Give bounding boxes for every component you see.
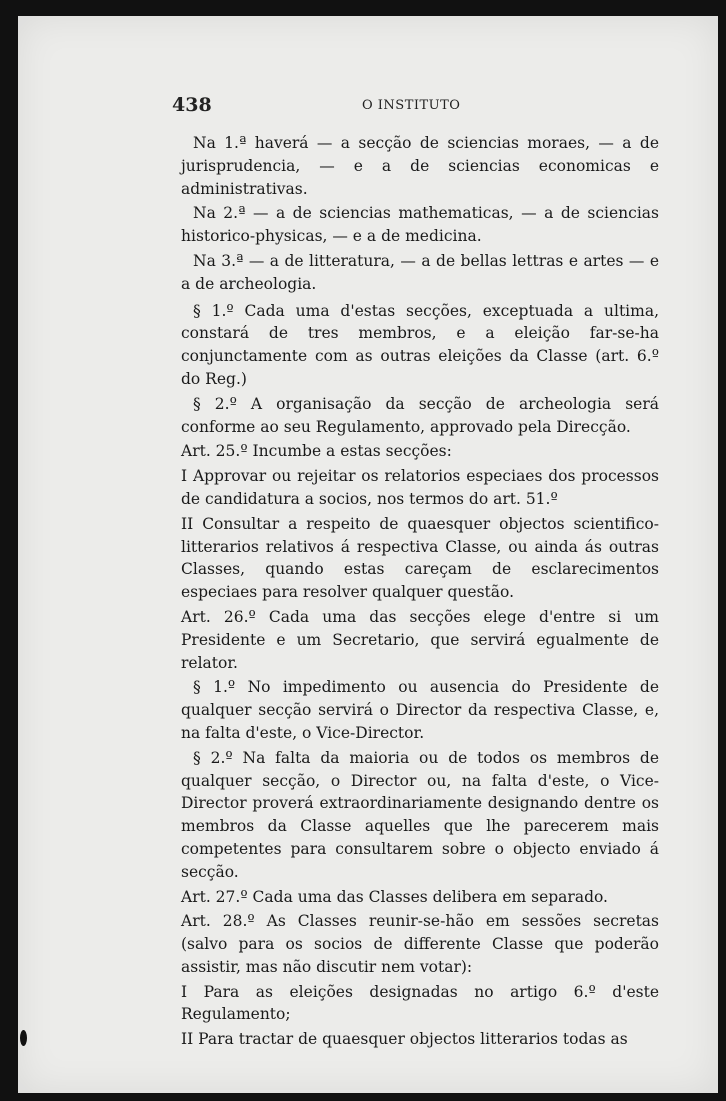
article-paragraph: Art. 28.º As Classes reunir-se-hão em sessões secretas (salvo para os socios de differente Classe que poderão assistir, mas não discutir nem votar): [181, 912, 659, 976]
list-item: I Para as eleições designadas no artigo 6.º d'este Regulamento; [181, 982, 659, 1024]
paragraph: Na 3.ª — a de litteratura, — a de bellas lettras e artes — e a de archeologia. [181, 251, 659, 293]
list-item: II Para tractar de quaesquer objectos litterarios todas as [181, 1030, 628, 1049]
body-text [181, 132, 659, 1053]
page-header [172, 94, 672, 118]
paragraph: § 1.º No impedimento ou ausencia do Presidente de qualquer secção servirá o Director da respectiva Classe, e, na falta d'este, o Vice-Director. [181, 678, 659, 742]
page-number: 438 [172, 94, 212, 116]
article-paragraph: Art. 26.º Cada uma das secções elege d'entre si um Presidente e um Secretario, que servirá egualmente de relator. [181, 607, 659, 672]
article-paragraph: Art. 27.º Cada uma das Classes delibera em separado. [181, 887, 608, 906]
ink-blot [20, 1030, 27, 1046]
page [18, 16, 718, 1093]
article-heading: Art. 25.º Incumbe a estas secções: [181, 442, 452, 461]
paragraph: § 2.º A organisação da secção de archeologia será conforme ao seu Regulamento, approvado pela Direcção. [181, 394, 659, 436]
list-item: I Approvar ou rejeitar os relatorios especiaes dos processos de candidatura a socios, nos termos do art. 51.º [181, 467, 659, 508]
list-item: II Consultar a respeito de quaesquer objectos scientifico-litterarios relativos á respectiva Classe, ou ainda ás outras Classes, quando estas careçam de esclarecimentos especiaes para resolver qualquer questão. [181, 514, 659, 602]
paragraph: Na 1.ª haverá — a secção de sciencias moraes, — a de jurisprudencia, — e a de sciencias economicas e administrativas. [181, 134, 659, 198]
paragraph: § 1.º Cada uma d'estas secções, exceptuada a ultima, constará de tres membros, e a eleição far-se-ha conjunctamente com as outras eleições da Classe (art. 6.º do Reg.) [181, 301, 659, 388]
running-title: O INSTITUTO [362, 98, 461, 113]
paragraph: Na 2.ª — a de sciencias mathematicas, — a de sciencias historico-physicas, — e a de medicina. [181, 204, 659, 246]
paragraph: § 2.º Na falta da maioria ou de todos os membros de qualquer secção, o Director ou, na falta d'este, o Vice-Director proverá extraordinariamente designando dentre os membros da Classe aquelles que lhe parecerem mais competentes para consultarem sobre o objecto enviado á secção. [181, 748, 659, 881]
